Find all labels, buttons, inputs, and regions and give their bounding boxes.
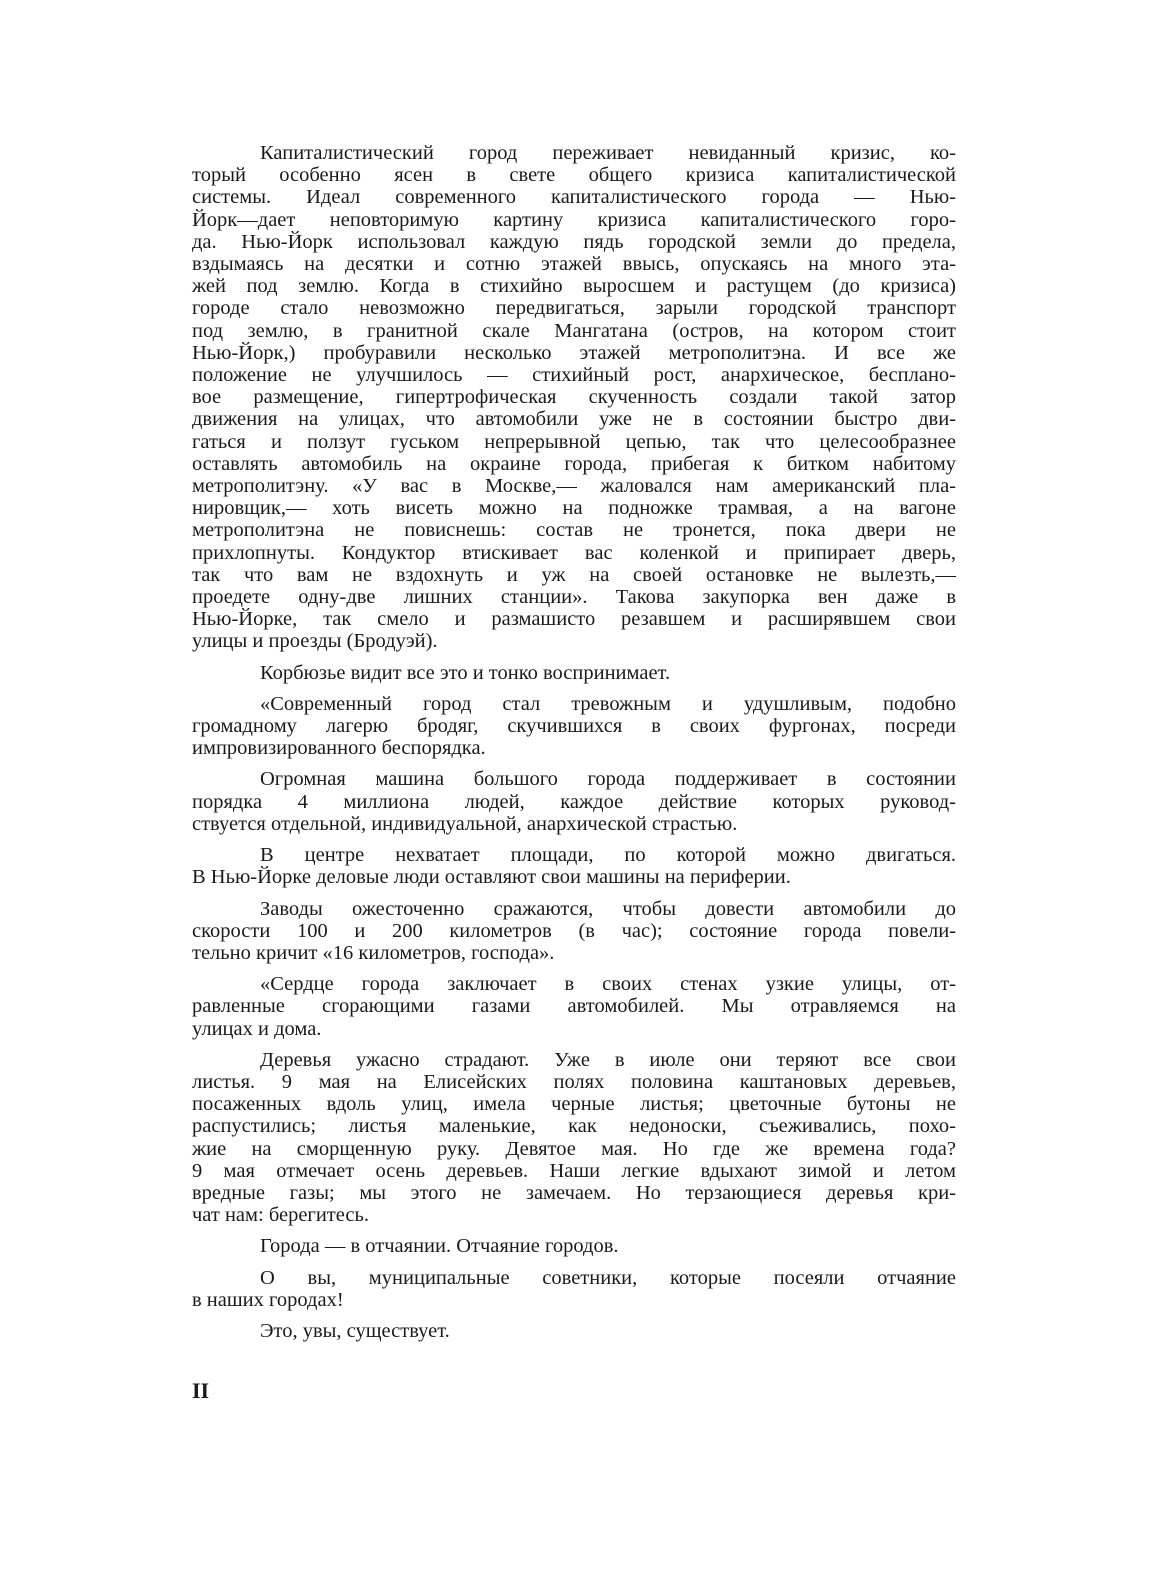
text-line: порядка 4 миллиона людей, каждое действие которых руковод- <box>192 790 956 813</box>
text-line: распустились; листья маленькие, как недоноски, съеживались, похо- <box>192 1115 956 1138</box>
paragraph <box>192 1320 956 1342</box>
text-line: улицы и проезды (Бродуэй). <box>192 630 438 653</box>
text-line: чат нам: берегитесь. <box>192 1204 369 1227</box>
text-line: посаженных вдоль улиц, имела черные листья; цветочные бутоны не <box>192 1093 956 1116</box>
text-line: прихлопнуты. Кондуктор втискивает вас коленкой и припирает дверь, <box>192 541 956 564</box>
paragraph <box>192 693 956 760</box>
text-line: тельно кричит «16 километров, господа». <box>192 941 555 964</box>
paragraph <box>192 1049 956 1227</box>
paragraph <box>192 768 956 835</box>
text-line: метрополитэна не повиснешь: состав не тронется, пока двери не <box>192 519 956 542</box>
text-line: Йорк—дает неповторимую картину кризиса капиталистического горо- <box>192 208 956 231</box>
text-line: оставлять автомобиль на окраине города, прибегая к битком набитому <box>192 452 956 475</box>
text-line: да. Нью-Йорк использовал каждую пядь городской земли до предела, <box>192 230 956 253</box>
text-line: Заводы ожесточенно сражаются, чтобы довести автомобили до <box>260 897 956 920</box>
text-line: нировщик,— хоть висеть можно на подножке трамвая, а на вагоне <box>192 497 956 520</box>
paragraph <box>192 662 956 684</box>
text-line: «Сердце города заключает в своих стенах узкие улицы, от- <box>260 973 956 996</box>
text-line: положение не улучшилось — стихийный рост, анархическое, бесплано- <box>192 364 956 387</box>
text-line: ствуется отдельной, индивидуальной, анархической страстью. <box>192 812 738 835</box>
text-line: вредные газы; мы этого не замечаем. Но терзающиеся деревья кри- <box>192 1181 956 1204</box>
text-line: Деревья ужасно страдают. Уже в июле они теряют все свои <box>260 1048 956 1071</box>
text-line: вздымаясь на десятки и сотню этажей ввысь, опускаясь на много эта- <box>192 253 956 276</box>
paragraph <box>192 844 956 888</box>
text-line: метрополитэну. «У вас в Москве,— жаловался нам американский пла- <box>192 475 956 498</box>
paragraph <box>192 142 956 653</box>
text-line: О вы, муниципальные советники, которые посеяли отчаяние <box>260 1266 956 1289</box>
text-line: системы. Идеал современного капиталистического города — Нью- <box>192 186 956 209</box>
text-line: Города — в отчаянии. Отчаяние городов. <box>260 1235 619 1258</box>
paragraph <box>192 1267 956 1311</box>
page-number: II <box>192 1378 210 1403</box>
paragraph <box>192 973 956 1040</box>
text-line: Это, увы, существует. <box>260 1319 450 1342</box>
text-line: в наших городах! <box>192 1288 344 1311</box>
text-line: равленные сгорающими газами автомобилей. Мы отравляемся на <box>192 995 956 1018</box>
paragraph <box>192 898 956 965</box>
text-line: Капиталистический город переживает невиданный кризис, ко- <box>260 142 956 164</box>
text-line: импровизированного беспорядка. <box>192 737 486 760</box>
page-body <box>192 142 956 1342</box>
text-line: городе стало невозможно передвигаться, зарыли городской транспорт <box>192 297 956 320</box>
text-line: В центре нехватает площади, по которой можно двигаться. <box>260 844 956 867</box>
text-line: 9 мая отмечает осень деревьев. Наши легкие вдыхают зимой и летом <box>192 1159 956 1182</box>
text-line: листья. 9 мая на Елисейских полях половина каштановых деревьев, <box>192 1070 956 1093</box>
text-line: под землю, в гранитной скале Мангатана (остров, на котором стоит <box>192 319 956 342</box>
text-line: движения на улицах, что автомобили уже не в состоянии быстро дви- <box>192 408 956 431</box>
text-line: Нью-Йорке, так смело и размашисто резавшем и расширявшем свои <box>192 608 956 631</box>
text-line: «Современный город стал тревожным и удушливым, подобно <box>260 692 956 715</box>
text-line: В Нью-Йорке деловые люди оставляют свои машины на периферии. <box>192 866 791 889</box>
text-line: скорости 100 и 200 километров (в час); состояние города повели- <box>192 919 956 942</box>
text-line: гаться и ползут гуськом непрерывной цепью, так что целесообразнее <box>192 430 956 453</box>
text-line: жие на сморщенную руку. Девятое мая. Но где же времена года? <box>192 1137 956 1160</box>
paragraph <box>192 1235 956 1257</box>
text-line: Огромная машина большого города поддерживает в состоянии <box>260 768 956 791</box>
text-line: улицах и дома. <box>192 1017 322 1040</box>
text-line: вое размещение, гипертрофическая скученность создали такой затор <box>192 386 956 409</box>
text-line: проедете одну-две лишних станции». Такова закупорка вен даже в <box>192 586 956 609</box>
text-line: так что вам не вздохнуть и уж на своей остановке не вылезть,— <box>192 563 956 586</box>
text-line: Корбюзье видит все это и тонко воспринимает. <box>260 661 671 684</box>
text-line: торый особенно ясен в свете общего кризиса капиталистической <box>192 164 956 187</box>
text-line: жей под землю. Когда в стихийно выросшем и растущем (до кризиса) <box>192 275 956 298</box>
text-line: громадному лагерю бродяг, скучившихся в своих фургонах, посреди <box>192 715 956 738</box>
text-line: Нью-Йорк,) пробуравили несколько этажей метрополитэна. И все же <box>192 341 956 364</box>
